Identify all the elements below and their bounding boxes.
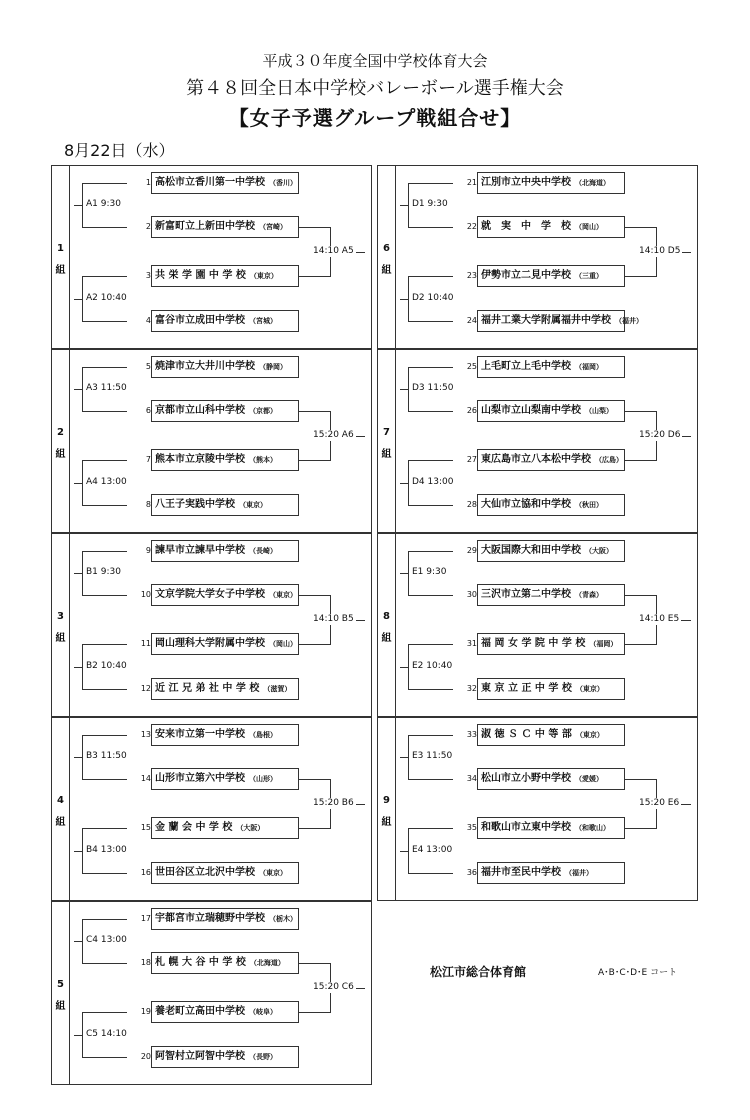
bracket-line (625, 644, 656, 645)
team-school-name: 山梨市立山梨南中学校 (481, 405, 581, 416)
team-school-name: 富谷市立成田中学校 (155, 315, 245, 326)
bracket-line (299, 460, 330, 461)
team-school-name: 京都市立山科中学校 (155, 405, 245, 416)
bracket-line (299, 779, 330, 780)
bracket-line (400, 667, 408, 668)
bracket-line (408, 276, 409, 322)
match-label: A3 11:50 (86, 383, 127, 393)
team-prefecture: （滋賀） (263, 685, 292, 693)
group-label-text: 2 (57, 427, 64, 438)
team-school-name: 新富町立上新田中学校 (155, 221, 255, 232)
bracket-line (408, 735, 409, 780)
group-label-text: 4 (57, 795, 64, 806)
team-school-box (151, 724, 299, 746)
group-label (52, 790, 69, 834)
team-number: 32 (453, 684, 477, 694)
team-prefecture: （愛媛） (575, 775, 603, 783)
bracket-line (299, 411, 330, 412)
bracket-line (408, 183, 409, 228)
team-number: 35 (453, 823, 477, 833)
team-school-name: 三沢市立第二中学校 (481, 589, 571, 600)
team-number: 33 (453, 730, 477, 740)
final-match-label: 15:20 C6 (313, 982, 354, 992)
team-school-box (477, 449, 625, 471)
team-school-box (151, 908, 299, 930)
bracket-line (625, 595, 656, 596)
team-school-name: 伊勢市立二見中学校 (481, 270, 571, 281)
team-prefecture: （東京） (269, 591, 297, 599)
final-match-label: 14:10 B5 (313, 614, 354, 624)
bracket-line (82, 276, 83, 322)
team-school-box (151, 584, 299, 606)
bracket-line (82, 1012, 83, 1058)
team-school-box (477, 817, 625, 839)
match-label: E3 11:50 (412, 751, 453, 761)
group-label-text: 6 (383, 243, 390, 254)
bracket-line (357, 436, 365, 437)
match-label: E1 9:30 (412, 567, 447, 577)
group-box (51, 901, 372, 1085)
bracket-line (400, 851, 408, 852)
match-label: B3 11:50 (86, 751, 127, 761)
team-number: 13 (127, 730, 151, 740)
team-school-name: 福井工業大学附属福井中学校 (481, 315, 611, 326)
group-label-text: 組 (55, 633, 66, 644)
team-school-name: 山形市立第六中学校 (155, 773, 245, 784)
team-prefecture: （福岡） (589, 640, 618, 648)
team-prefecture: （大阪） (236, 824, 265, 832)
team-school-name: 阿智村立阿智中学校 (155, 1051, 245, 1062)
team-school-name: 淑 徳 Ｓ Ｃ 中 等 部 (481, 729, 572, 740)
team-school-box (151, 494, 299, 516)
team-prefecture: （香川） (269, 179, 297, 187)
team-number: 22 (453, 222, 477, 232)
team-school-box (477, 862, 625, 884)
team-school-name: 福 岡 女 学 院 中 学 校 (481, 638, 586, 649)
bracket-line (625, 276, 656, 277)
bracket-line (82, 551, 83, 596)
group-label-text: 組 (381, 633, 392, 644)
team-prefecture: （山形） (249, 775, 277, 783)
group-box (377, 717, 698, 901)
team-school-name: 札 幌 大 谷 中 学 校 (155, 957, 246, 968)
team-school-box (151, 817, 299, 839)
bracket-line (299, 595, 330, 596)
team-number: 23 (453, 271, 477, 281)
final-match-label: 15:20 E6 (639, 798, 680, 808)
match-label: D1 9:30 (412, 199, 448, 209)
team-number: 9 (127, 546, 151, 556)
team-prefecture: （大阪） (585, 547, 613, 555)
team-school-box (151, 862, 299, 884)
group-label-text: 組 (381, 817, 392, 828)
team-school-name: 和歌山市立東中学校 (481, 822, 571, 833)
team-school-name: 就 実 中 学 校 (481, 221, 571, 232)
team-number: 18 (127, 958, 151, 968)
team-number: 2 (127, 222, 151, 232)
final-match-label: 15:20 A6 (313, 430, 354, 440)
team-school-box (477, 633, 625, 655)
bracket-line (74, 573, 82, 574)
team-number: 24 (453, 316, 477, 326)
team-number: 21 (453, 178, 477, 188)
team-school-name: 諫早市立諫早中学校 (155, 545, 245, 556)
bracket-line (299, 644, 330, 645)
team-school-name: 世田谷区立北沢中学校 (155, 867, 255, 878)
team-prefecture: （熊本） (249, 456, 277, 464)
team-number: 5 (127, 362, 151, 372)
final-match-label: 14:10 A5 (313, 246, 354, 256)
team-prefecture: （岐阜） (249, 1008, 277, 1016)
team-number: 30 (453, 590, 477, 600)
bracket-line (299, 276, 330, 277)
team-school-box (477, 400, 625, 422)
team-prefecture: （北海道） (249, 959, 285, 967)
bracket-line (74, 941, 82, 942)
team-prefecture: （福井） (565, 869, 593, 877)
team-prefecture: （宮城） (249, 317, 277, 325)
team-prefecture: （広島） (595, 456, 623, 464)
group-label-text: 5 (57, 979, 64, 990)
bracket-line (357, 252, 365, 253)
team-school-name: 松山市立小野中学校 (481, 773, 571, 784)
team-school-box (151, 1046, 299, 1068)
bracket-line (625, 460, 656, 461)
team-prefecture: （長崎） (249, 547, 277, 555)
team-school-name: 宇都宮市立瑞穂野中学校 (155, 913, 265, 924)
group-label-text: 9 (383, 795, 390, 806)
bracket-line (82, 460, 83, 506)
final-match-label: 14:10 D5 (639, 246, 681, 256)
group-label (378, 422, 395, 466)
bracket-line (625, 227, 656, 228)
team-prefecture: （岡山） (575, 223, 603, 231)
bracket-line (400, 389, 408, 390)
team-school-name: 文京学院大学女子中学校 (155, 589, 265, 600)
bracket-line (400, 483, 408, 484)
team-prefecture: （和歌山） (575, 824, 610, 832)
match-label: C5 14:10 (86, 1029, 127, 1039)
team-prefecture: （東京） (259, 869, 287, 877)
group-label-text: 組 (381, 449, 392, 460)
group-label-text: 組 (55, 817, 66, 828)
bracket-line (408, 644, 409, 690)
bracket-line (625, 779, 656, 780)
group-label (378, 238, 395, 282)
bracket-line (299, 227, 330, 228)
team-school-name: 熊本市立京陵中学校 (155, 454, 245, 465)
team-prefecture: （福井） (615, 317, 643, 325)
bracket-line (408, 367, 409, 412)
bracket-line (74, 667, 82, 668)
team-school-box (477, 678, 625, 700)
team-school-box (151, 952, 299, 974)
group-label-text: 8 (383, 611, 390, 622)
group-box (377, 165, 698, 349)
team-school-box (151, 172, 299, 194)
match-date: 8月22日（水） (64, 141, 175, 160)
bracket-line (82, 919, 83, 964)
team-prefecture: （長野） (249, 1053, 277, 1061)
team-number: 29 (453, 546, 477, 556)
match-label: D2 10:40 (412, 293, 454, 303)
match-label: C4 13:00 (86, 935, 127, 945)
bracket-line (82, 828, 83, 874)
team-number: 15 (127, 823, 151, 833)
final-match-label: 15:20 D6 (639, 430, 681, 440)
bracket-line (74, 757, 82, 758)
bracket-line (82, 735, 83, 780)
match-label: D4 13:00 (412, 477, 454, 487)
group-box (377, 533, 698, 717)
page-title: 【女子予選グループ戦組合せ】 (228, 106, 522, 130)
team-number: 17 (127, 914, 151, 924)
final-match-label: 14:10 E5 (639, 614, 680, 624)
team-school-name: 東広島市立八本松中学校 (481, 454, 591, 465)
team-school-box (151, 400, 299, 422)
match-label: B4 13:00 (86, 845, 127, 855)
team-school-box (151, 310, 299, 332)
team-school-box (477, 494, 625, 516)
bracket-line (74, 205, 82, 206)
team-school-box (151, 449, 299, 471)
group-label-text: 7 (383, 427, 390, 438)
bracket-line (400, 573, 408, 574)
team-school-name: 大仙市立協和中学校 (481, 499, 571, 510)
group-label-text: 組 (55, 265, 66, 276)
bracket-line (625, 411, 656, 412)
team-prefecture: （北海道） (575, 179, 610, 187)
team-school-box (477, 540, 625, 562)
group-label-text: 3 (57, 611, 64, 622)
bracket-line (357, 620, 365, 621)
team-school-box (151, 356, 299, 378)
group-label-text: 組 (381, 265, 392, 276)
bracket-line (74, 851, 82, 852)
bracket-line (683, 620, 691, 621)
team-prefecture: （三重） (575, 272, 603, 280)
bracket-line (82, 644, 83, 690)
team-school-name: 上毛町立上毛中学校 (481, 361, 571, 372)
bracket-line (82, 367, 83, 412)
bracket-line (683, 436, 691, 437)
group-label-text: 1 (57, 243, 64, 254)
team-prefecture: （岡山） (269, 640, 297, 648)
bracket-line (408, 828, 409, 874)
team-prefecture: （京都） (249, 407, 277, 415)
team-number: 16 (127, 868, 151, 878)
bracket-line (683, 804, 691, 805)
team-number: 36 (453, 868, 477, 878)
team-school-name: 高松市立香川第一中学校 (155, 177, 265, 188)
team-school-name: 安来市立第一中学校 (155, 729, 245, 740)
team-prefecture: （山梨） (585, 407, 613, 415)
bracket-line (408, 551, 409, 596)
team-number: 19 (127, 1007, 151, 1017)
team-school-name: 大阪国際大和田中学校 (481, 545, 581, 556)
team-prefecture: （秋田） (575, 501, 603, 509)
team-school-box (477, 768, 625, 790)
team-number: 31 (453, 639, 477, 649)
team-school-box (151, 1001, 299, 1023)
group-label-text: 組 (55, 449, 66, 460)
bracket-line (357, 988, 365, 989)
group-label (378, 606, 395, 650)
match-label: B2 10:40 (86, 661, 127, 671)
team-school-box (477, 310, 643, 332)
event-title-line2: 第４８回全日本中学校バレーボール選手権大会 (186, 78, 564, 99)
event-title-line1: 平成３０年度全国中学校体育大会 (262, 52, 488, 70)
team-number: 10 (127, 590, 151, 600)
team-school-box (151, 540, 299, 562)
match-label: A2 10:40 (86, 293, 127, 303)
bracket-line (299, 828, 330, 829)
match-label: A4 13:00 (86, 477, 127, 487)
bracket-line (400, 299, 408, 300)
match-label: E2 10:40 (412, 661, 453, 671)
team-school-box (151, 633, 299, 655)
team-number: 26 (453, 406, 477, 416)
bracket-line (82, 183, 83, 228)
bracket-line (299, 963, 330, 964)
team-school-name: 養老町立高田中学校 (155, 1006, 245, 1017)
group-label (378, 790, 395, 834)
group-label (52, 974, 69, 1018)
team-school-name: 江別市立中央中学校 (481, 177, 571, 188)
team-number: 6 (127, 406, 151, 416)
match-label: B1 9:30 (86, 567, 121, 577)
group-label (52, 422, 69, 466)
bracket-line (74, 483, 82, 484)
venue-name: 松江市総合体育館 (430, 965, 527, 979)
team-school-name: 福井市至民中学校 (481, 867, 561, 878)
team-prefecture: （静岡） (259, 363, 287, 371)
bracket-line (625, 828, 656, 829)
team-number: 8 (127, 500, 151, 510)
team-number: 20 (127, 1052, 151, 1062)
final-match-label: 15:20 B6 (313, 798, 354, 808)
team-school-box (151, 768, 299, 790)
team-number: 1 (127, 178, 151, 188)
team-school-box (151, 678, 299, 700)
bracket-line (74, 1035, 82, 1036)
team-prefecture: （東京） (249, 272, 278, 280)
bracket-line (74, 389, 82, 390)
team-prefecture: （東京） (575, 685, 604, 693)
team-number: 34 (453, 774, 477, 784)
team-number: 28 (453, 500, 477, 510)
team-school-box (477, 584, 625, 606)
team-number: 25 (453, 362, 477, 372)
team-school-name: 八王子実践中学校 (155, 499, 235, 510)
team-number: 7 (127, 455, 151, 465)
match-label: A1 9:30 (86, 199, 121, 209)
group-label (52, 606, 69, 650)
team-prefecture: （青森） (575, 591, 603, 599)
court-list: A･B･C･D･E コート (598, 968, 678, 978)
team-school-box (477, 216, 625, 238)
team-number: 11 (127, 639, 151, 649)
bracket-line (357, 804, 365, 805)
bracket-line (400, 205, 408, 206)
team-prefecture: （栃木） (269, 915, 297, 923)
team-school-name: 東 京 立 正 中 学 校 (481, 683, 572, 694)
team-school-box (151, 216, 299, 238)
match-label: E4 13:00 (412, 845, 453, 855)
team-prefecture: （福岡） (575, 363, 603, 371)
group-box (51, 717, 372, 901)
group-label (52, 238, 69, 282)
team-prefecture: （東京） (575, 731, 604, 739)
team-school-box (151, 265, 299, 287)
team-prefecture: （東京） (239, 501, 267, 509)
team-number: 27 (453, 455, 477, 465)
group-box (51, 349, 372, 533)
team-number: 4 (127, 316, 151, 326)
group-box (51, 165, 372, 349)
group-label-text: 組 (55, 1001, 66, 1012)
team-school-name: 金 蘭 会 中 学 校 (155, 822, 233, 833)
group-box (377, 349, 698, 533)
team-school-name: 焼津市立大井川中学校 (155, 361, 255, 372)
team-prefecture: （島根） (249, 731, 277, 739)
bracket-line (408, 460, 409, 506)
bracket-line (683, 252, 691, 253)
team-number: 12 (127, 684, 151, 694)
team-school-box (477, 356, 625, 378)
group-box (51, 533, 372, 717)
team-number: 3 (127, 271, 151, 281)
team-school-name: 共 栄 学 園 中 学 校 (155, 270, 246, 281)
bracket-line (299, 1012, 330, 1013)
team-school-box (477, 172, 625, 194)
team-prefecture: （宮崎） (259, 223, 287, 231)
bracket-line (400, 757, 408, 758)
match-label: D3 11:50 (412, 383, 454, 393)
team-school-name: 近 江 兄 弟 社 中 学 校 (155, 683, 260, 694)
team-number: 14 (127, 774, 151, 784)
team-school-box (477, 724, 625, 746)
team-school-box (477, 265, 625, 287)
team-school-name: 岡山理科大学附属中学校 (155, 638, 265, 649)
bracket-line (74, 299, 82, 300)
